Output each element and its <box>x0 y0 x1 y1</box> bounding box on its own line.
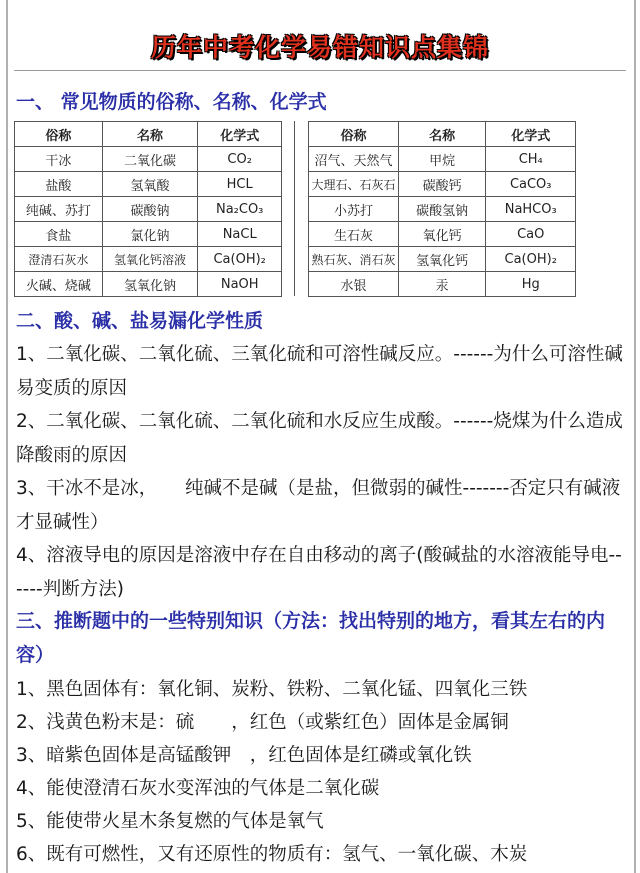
page-border-right <box>634 0 636 873</box>
name-cell: 氢氧酸 <box>102 172 198 197</box>
section-1-heading: 一、 常见物质的俗称、名称、化学式 <box>16 91 327 113</box>
substance-tables <box>14 121 576 296</box>
page-border-left <box>6 0 8 873</box>
table-row <box>15 172 282 197</box>
table-row <box>15 272 282 297</box>
table-row <box>15 197 282 222</box>
table-row <box>15 222 282 247</box>
title-container <box>0 28 640 64</box>
header-formula: 化学式 <box>198 122 282 147</box>
formula-cell: CO₂ <box>198 147 282 172</box>
section-2-item-1: 1、二氧化碳、二氧化硫、三氧化硫和可溶性碱反应。------为什么可溶性碱易变质的原因 <box>16 344 623 399</box>
title-divider <box>14 70 626 71</box>
table-row <box>15 147 282 172</box>
common-name-cell: 小苏打 <box>309 197 399 222</box>
formula-cell: Na₂CO₃ <box>198 197 282 222</box>
section-3-item-1: 1、黑色固体有：氧化铜、炭粉、铁粉、二氧化锰、四氧化三铁 <box>16 679 528 700</box>
table-row <box>309 197 576 222</box>
section-3-item-6: 6、既有可燃性，又有还原性的物质有：氢气、一氧化碳、木炭 <box>16 844 528 865</box>
name-cell: 氯化钠 <box>102 222 198 247</box>
common-name-cell: 水银 <box>309 272 399 297</box>
formula-cell: NaHCO₃ <box>486 197 576 222</box>
common-name-cell: 生石灰 <box>309 222 399 247</box>
section-3-item-2: 2、浅黄色粉末是：硫 ，红色（或紫红色）固体是金属铜 <box>16 712 509 733</box>
section-3-item-5: 5、能使带火星木条复燃的气体是氧气 <box>16 811 324 832</box>
section-2-item-2: 2、二氧化碳、二氧化硫、二氧化硫和水反应生成酸。------烧煤为什么造成降酸雨的原因 <box>16 411 623 466</box>
common-name-cell: 食盐 <box>15 222 103 247</box>
header-formula: 化学式 <box>486 122 576 147</box>
name-cell: 氢氧化钙 <box>398 247 486 272</box>
formula-cell: CaO <box>486 222 576 247</box>
common-name-cell: 沼气、天然气 <box>309 147 399 172</box>
header-common-name: 俗称 <box>15 122 103 147</box>
formula-cell: NaCL <box>198 222 282 247</box>
formula-cell: Ca(OH)₂ <box>486 247 576 272</box>
name-cell: 氢氧化钠 <box>102 272 198 297</box>
section-3-item-4: 4、能使澄清石灰水变浑浊的气体是二氧化碳 <box>16 778 380 799</box>
common-name-cell: 火碱、烧碱 <box>15 272 103 297</box>
formula-cell: NaOH <box>198 272 282 297</box>
section-3-item-3: 3、暗紫色固体是高锰酸钾 ，红色固体是红磷或氧化铁 <box>16 745 472 766</box>
formula-cell: Ca(OH)₂ <box>198 247 282 272</box>
name-cell: 碳酸钠 <box>102 197 198 222</box>
page-title: 历年中考化学易错知识点集锦 <box>150 33 489 62</box>
table-row <box>309 172 576 197</box>
name-cell: 碳酸氢钠 <box>398 197 486 222</box>
table-header-row <box>15 122 282 147</box>
common-name-cell: 大理石、石灰石 <box>309 172 399 197</box>
section-2-item-4: 4、溶液导电的原因是溶液中存在自由移动的离子(酸碱盐的水溶液能导电------判断方法) <box>16 545 622 600</box>
section-3-heading: 三、推断题中的一些特别知识（方法：找出特别的地方，看其左右的内容） <box>16 610 606 666</box>
common-name-cell: 干冰 <box>15 147 103 172</box>
header-name: 名称 <box>102 122 198 147</box>
table-header-row <box>309 122 576 147</box>
formula-cell: CaCO₃ <box>486 172 576 197</box>
common-name-cell: 熟石灰、消石灰 <box>309 247 399 272</box>
name-cell: 氧化钙 <box>398 222 486 247</box>
header-name: 名称 <box>398 122 486 147</box>
table-separator <box>294 121 295 296</box>
section-2-heading: 二、酸、碱、盐易漏化学性质 <box>16 310 264 332</box>
table-row <box>309 247 576 272</box>
substance-table-right <box>308 121 576 297</box>
name-cell: 氢氧化钙溶液 <box>102 247 198 272</box>
name-cell: 二氧化碳 <box>102 147 198 172</box>
formula-cell: Hg <box>486 272 576 297</box>
formula-cell: CH₄ <box>486 147 576 172</box>
substance-table-left <box>14 121 282 297</box>
name-cell: 汞 <box>398 272 486 297</box>
common-name-cell: 盐酸 <box>15 172 103 197</box>
header-common-name: 俗称 <box>309 122 399 147</box>
table-row <box>309 147 576 172</box>
common-name-cell: 澄清石灰水 <box>15 247 103 272</box>
name-cell: 碳酸钙 <box>398 172 486 197</box>
section-2-item-3: 3、干冰不是冰， 纯碱不是碱（是盐，但微弱的碱性-------否定只有碱液才显碱性） <box>16 478 621 533</box>
name-cell: 甲烷 <box>398 147 486 172</box>
formula-cell: HCL <box>198 172 282 197</box>
common-name-cell: 纯碱、苏打 <box>15 197 103 222</box>
table-row <box>309 222 576 247</box>
table-row <box>15 247 282 272</box>
table-row <box>309 272 576 297</box>
